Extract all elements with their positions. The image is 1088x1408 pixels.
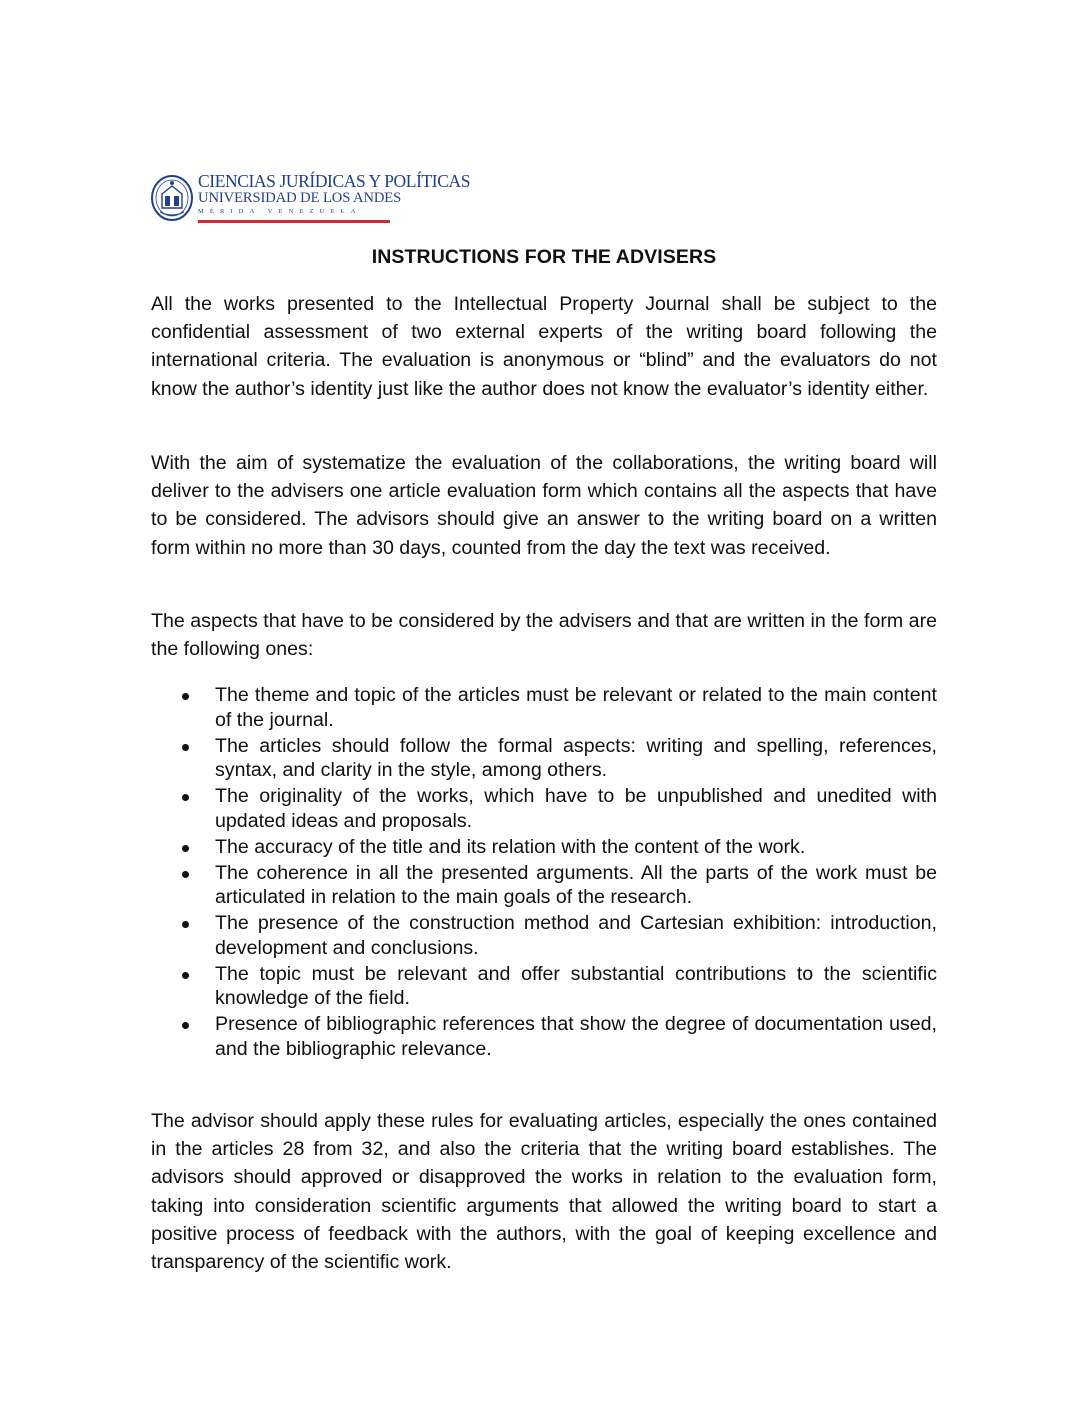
list-item bbox=[151, 835, 937, 860]
list-item-text: The coherence in all the presented arguments. All the parts of the work must be articulated in relation to the main goals of the research. bbox=[215, 861, 937, 909]
list-item-text: The articles should follow the formal aspects: writing and spelling, references, syntax, and clarity in the style, among others. bbox=[215, 734, 937, 782]
bullet-icon bbox=[182, 921, 189, 928]
paragraph-closing: The advisor should apply these rules for evaluating articles, especially the ones contained in the articles 28 from 32, and also the criteria that the writing board establishes. The advisors should approved or disapproved the works in relation to the evaluation form, taking into consideration scientific arguments that allowed the writing board to start a positive process of feedback with the authors, with the goal of keeping excellence and transparency of the scientific work. bbox=[151, 1110, 937, 1274]
list-item-text: The topic must be relevant and offer substantial contributions to the scientific knowledge of the field. bbox=[215, 962, 937, 1010]
list-item bbox=[151, 734, 937, 783]
logo-university-name: UNIVERSIDAD DE LOS ANDES bbox=[198, 190, 402, 206]
list-item bbox=[151, 861, 937, 910]
paragraph-intro: All the works presented to the Intellectual Property Journal shall be subject to the confidential assessment of two external experts of the writing board following the international criteria. The evaluation is anonymous or “blind” and the evaluators do not know the author’s identity just like the author does not know the evaluator’s identity either. bbox=[151, 293, 937, 400]
paragraph-evaluation-form: With the aim of systematize the evaluation of the collaborations, the writing board will deliver to the advisers one article evaluation form which contains all the aspects that have to be considered. The advisors should give an answer to the writing board on a written form within no more than 30 days, counted from the day the text was received. bbox=[151, 452, 937, 559]
list-item-text: The presence of the construction method and Cartesian exhibition: introduction, development and conclusions. bbox=[215, 912, 937, 959]
logo-text bbox=[198, 171, 471, 216]
list-item bbox=[151, 962, 937, 1011]
list-item-text: Presence of bibliographic references that show the degree of documentation used, and the bibliographic relevance. bbox=[215, 1013, 937, 1061]
list-item-text: The theme and topic of the articles must be relevant or related to the main content of the journal. bbox=[215, 684, 937, 731]
list-item bbox=[151, 1012, 937, 1061]
aspects-list bbox=[151, 683, 937, 1063]
page-title: INSTRUCTIONS FOR THE ADVISERS bbox=[371, 246, 717, 268]
list-item bbox=[151, 683, 937, 732]
list-item bbox=[151, 911, 937, 960]
logo-red-rule bbox=[198, 220, 390, 223]
bullet-icon bbox=[182, 871, 189, 878]
bullet-icon bbox=[182, 693, 189, 700]
logo-location: MÉRIDA VENEZUELA bbox=[198, 208, 362, 215]
journal-logo bbox=[150, 171, 471, 226]
list-item-text: The accuracy of the title and its relation with the content of the work. bbox=[215, 835, 806, 858]
bullet-icon bbox=[182, 744, 189, 751]
logo-faculty-name: CIENCIAS JURÍDICAS Y POLÍTICAS bbox=[198, 171, 471, 191]
university-seal-icon bbox=[150, 174, 194, 222]
bullet-icon bbox=[182, 845, 189, 852]
paragraph-aspects-lead: The aspects that have to be considered by the advisers and that are written in the form are the following ones: bbox=[151, 610, 937, 661]
bullet-icon bbox=[182, 1022, 189, 1029]
list-item bbox=[151, 784, 937, 833]
bullet-icon bbox=[182, 794, 189, 801]
bullet-icon bbox=[182, 972, 189, 979]
list-item-text: The originality of the works, which have to be unpublished and unedited with updated ideas and proposals. bbox=[215, 785, 937, 832]
